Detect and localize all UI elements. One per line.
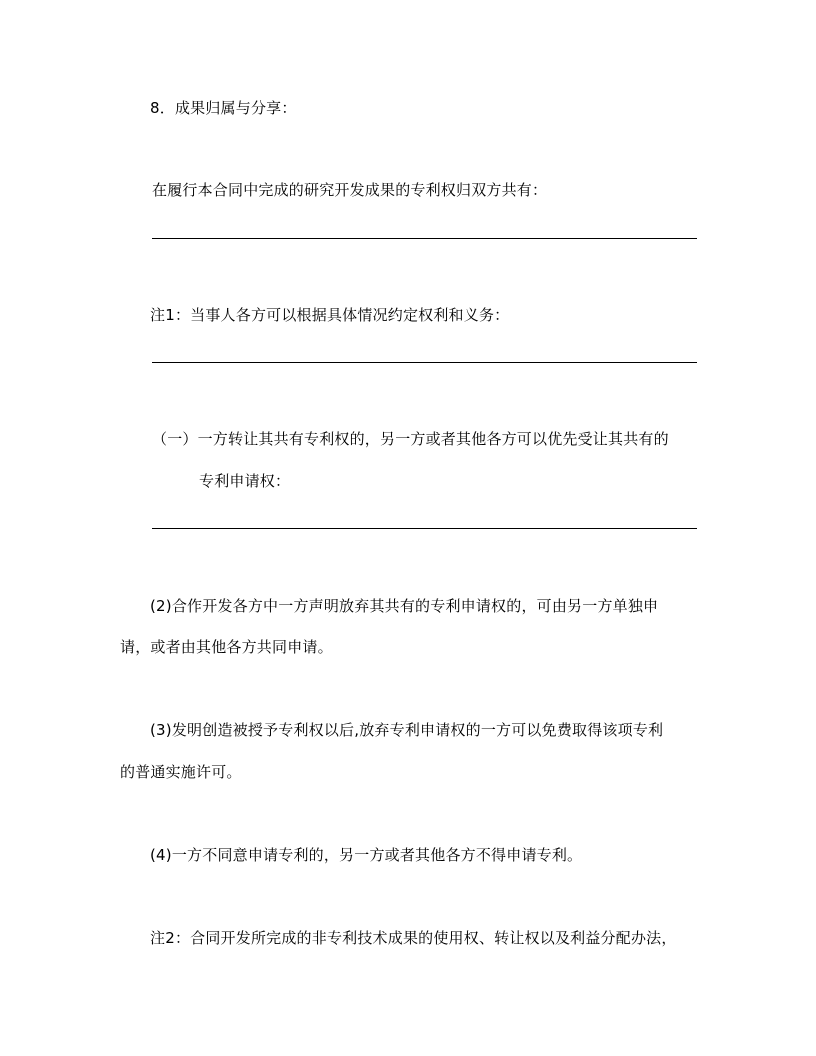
- clause-patent-ownership: 在履行本合同中完成的研究开发成果的专利权归双方共有：: [152, 181, 548, 199]
- fill-in-line-2: [152, 362, 697, 363]
- item-2-line-2: 请，或者由其他各方共同申请。: [120, 638, 333, 656]
- item-3-line-2: 的普通实施许可。: [120, 763, 242, 781]
- fill-in-line-1: [152, 238, 697, 239]
- item-3-line-1: (3)发明创造被授予专利权以后,放弃专利申请权的一方可以免费取得该项专利: [150, 721, 664, 739]
- item-4-line-1: (4)一方不同意申请专利的，另一方或者其他各方不得申请专利。: [150, 846, 583, 864]
- item-1-line-1: （一）一方转让其共有专利权的，另一方或者其他各方可以优先受让其共有的: [152, 430, 669, 448]
- note-2: 注2：合同开发所完成的非专利技术成果的使用权、转让权以及利益分配办法，: [150, 929, 677, 947]
- item-2-line-1: (2)合作开发各方中一方声明放弃其共有的专利申请权的，可由另一方单独申: [150, 597, 659, 615]
- item-1-line-2: 专利申请权：: [199, 472, 291, 490]
- section-heading: 8．成果归属与分享：: [150, 99, 297, 117]
- note-1: 注1：当事人各方可以根据具体情况约定权利和义务：: [150, 306, 510, 324]
- fill-in-line-3: [152, 528, 697, 529]
